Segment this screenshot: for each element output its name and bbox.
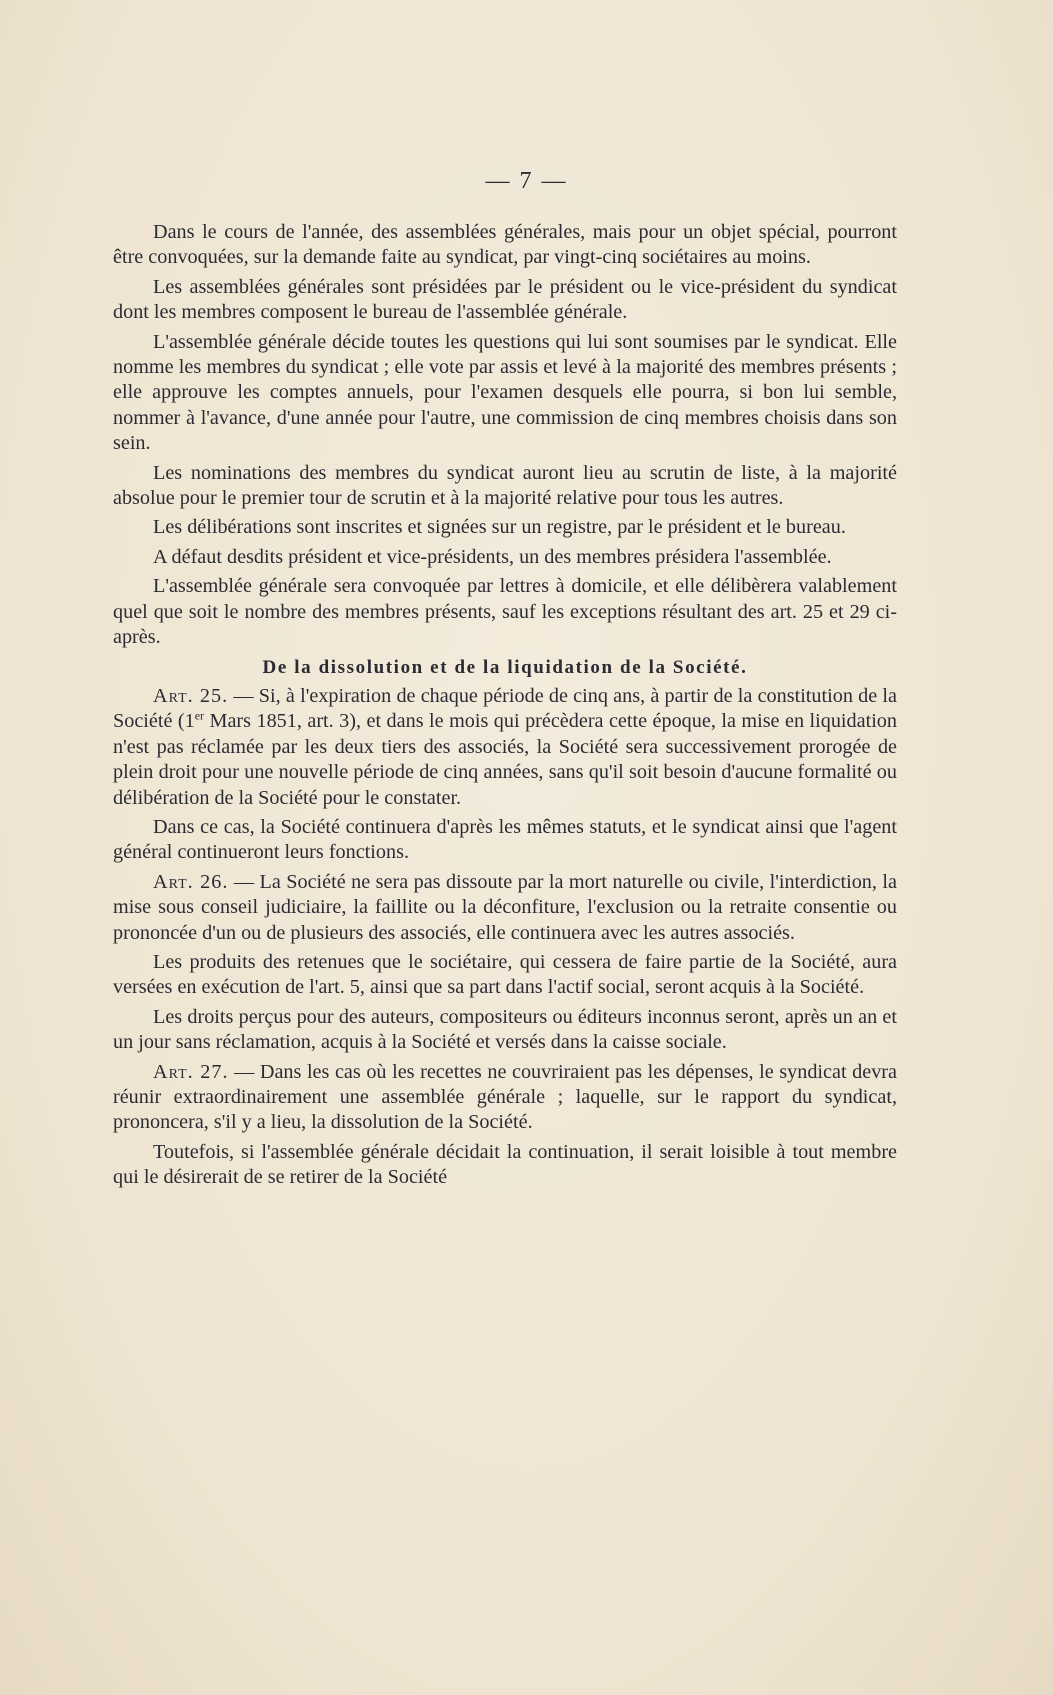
- superscript: er: [194, 708, 205, 723]
- body-text: [113, 220, 897, 1195]
- paragraph: Dans le cours de l'année, des assemblées générales, mais pour un objet spécial, pourront être convoquées, sur la demande faite au syndicat, par vingt-cinq sociétaires au moins.: [113, 221, 897, 269]
- paragraph: Dans ce cas, la Société continuera d'après les mêmes statuts, et le syndicat ainsi que l'agent général continueront leurs fonctions.: [113, 815, 897, 864]
- article-27: [113, 1060, 897, 1136]
- article-25: [113, 684, 897, 811]
- article-text: — Si, à l'expiration de chaque période de cinq ans, à partir de la constitution de la Société (1: [113, 684, 897, 733]
- article-text: — La Société ne sera pas dissoute par la mort naturelle ou civile, l'interdiction, la mise sous conseil judiciaire, la faillite ou la déconfiture, l'exclusion ou la retraite consentie ou prononcée d'un ou de plusieurs des associés, elle continuera avec les autres associés.: [113, 870, 897, 944]
- page-number: — 7 —: [485, 168, 568, 194]
- paragraph: Les produits des retenues que le sociétaire, qui cessera de faire partie de la Société, aura versées en exécution de l'art. 5, ainsi que sa part dans l'actif social, seront acquis à la Société.: [113, 950, 897, 999]
- paragraph: L'assemblée générale sera convoquée par lettres à domicile, et elle délibèrera valablement quel que soit le nombre des membres présents, sauf les exceptions résultant des art. 25 et 29 ci-après.: [113, 575, 897, 649]
- article-text: — Dans les cas où les recettes ne couvriraient pas les dépenses, le syndicat devra réunir extraordinairement une assemblée générale ; laquelle, sur le rapport du syndicat, prononcera, s'il y a lieu, la dissolution de la Société.: [113, 1060, 897, 1134]
- paragraph: Les droits perçus pour des auteurs, compositeurs ou éditeurs inconnus seront, après un an et un jour sans réclamation, acquis à la Société et versés dans la caisse sociale.: [113, 1005, 897, 1054]
- section-title: De la dissolution et de la liquidation de la Société.: [262, 656, 748, 678]
- article-label: Art. 26.: [153, 870, 229, 893]
- paragraph: Les délibérations sont inscrites et signées sur un registre, par le président et le bureau.: [153, 516, 846, 539]
- article-26: [113, 870, 897, 946]
- paragraph: A défaut desdits président et vice-présidents, un des membres présidera l'assemblée.: [153, 545, 832, 568]
- paragraph: Les assemblées générales sont présidées par le président ou le vice-président du syndicat dont les membres composent le bureau de l'assemblée générale.: [113, 275, 897, 324]
- paragraph: L'assemblée générale décide toutes les questions qui lui sont soumises par le syndicat. Elle nomme les membres du syndicat ; elle vote par assis et levé à la majorité des membres présents ; elle approuve les comptes annuels, pour l'examen desquels elle pourra, si bon lui semble, nommer à l'avance, d'une année pour l'autre, une commission de cinq membres choisis dans son sein.: [113, 330, 897, 455]
- article-text: Mars 1851, art. 3), et dans le mois qui précèdera cette époque, la mise en liquidation n'est pas réclamée par les deux tiers des associés, la Société sera successivement prorogée de plein droit pour une nouvelle période de cinq années, sans qu'il soit besoin d'aucune formalité ou délibération de la Société pour le constater.: [113, 710, 897, 809]
- article-label: Art. 27.: [153, 1060, 229, 1083]
- paragraph: Toutefois, si l'assemblée générale décidait la continuation, il serait loisible à tout membre qui le désirerait de se retirer de la Société: [113, 1140, 897, 1189]
- article-label: Art. 25.: [153, 684, 229, 707]
- paragraph: Les nominations des membres du syndicat auront lieu au scrutin de liste, à la majorité absolue pour le premier tour de scrutin et à la majorité relative pour tous les autres.: [113, 461, 897, 510]
